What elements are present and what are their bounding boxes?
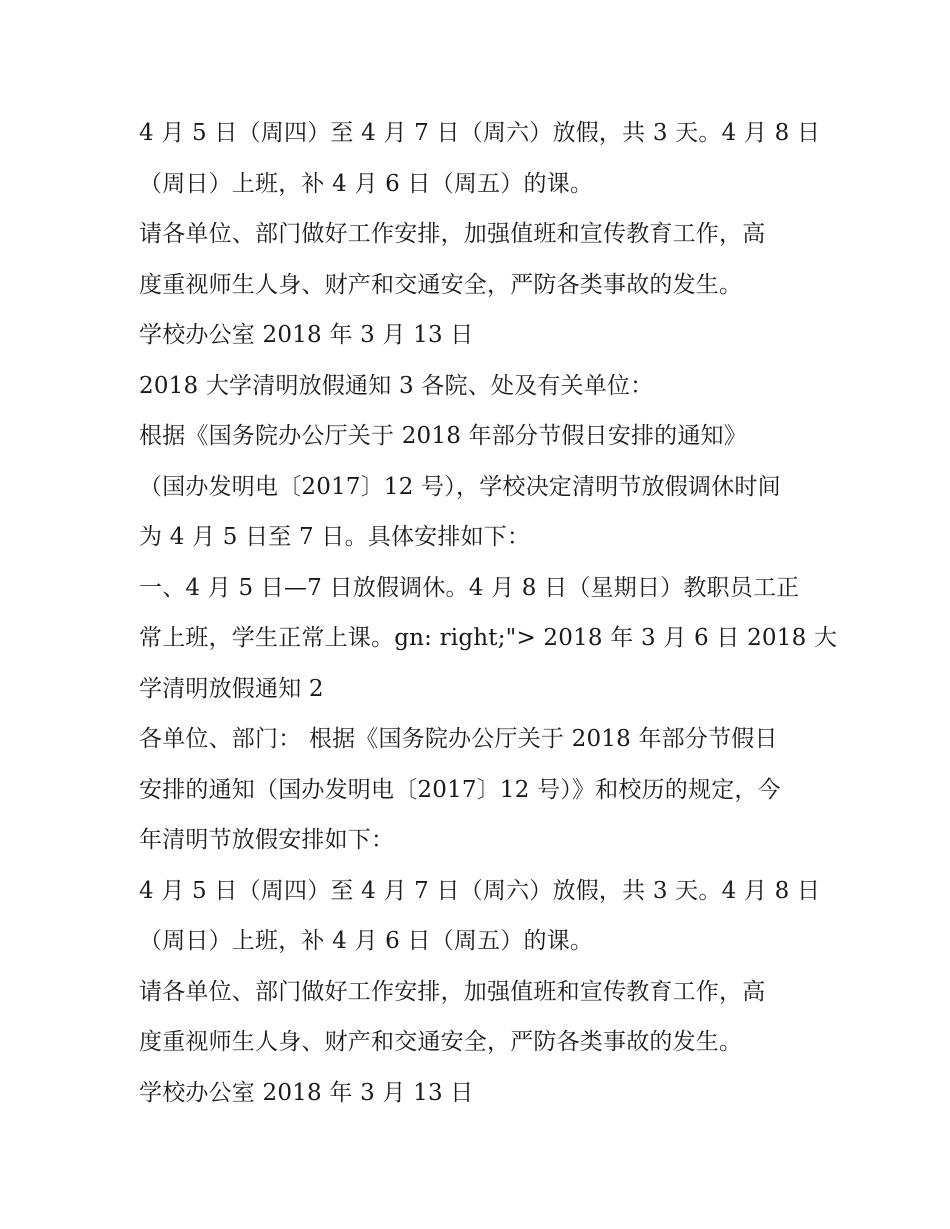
text-line: 请各单位、部门做好工作安排，加强值班和宣传教育工作，高	[139, 978, 766, 1005]
text-line: 请各单位、部门做好工作安排，加强值班和宣传教育工作，高	[139, 221, 766, 247]
text-line: 4 月 5 日（周四）至 4 月 7 日（周六）放假，共 3 天。4 月 8 日	[139, 120, 821, 146]
text-line: 各单位、部门： 根据《国务院办公厅关于 2018 年部分节假日	[139, 726, 778, 752]
text-line: 安排的通知（国办发明电〔2017〕12 号）》和校历的规定，今	[139, 776, 781, 803]
notice-heading: 学清明放假通知 2	[139, 675, 324, 702]
text-line: 根据《国务院办公厅关于 2018 年部分节假日安排的通知》	[139, 423, 747, 449]
text-line: 度重视师生人身、财产和交通安全，严防各类事故的发生。	[139, 271, 743, 298]
document-body	[139, 108, 838, 1118]
text-line: 年清明节放假安排如下：	[139, 827, 395, 853]
signature-line: 学校办公室 2018 年 3 月 13 日	[139, 1079, 474, 1106]
text-line: 度重视师生人身、财产和交通安全，严防各类事故的发生。	[139, 1029, 743, 1055]
text-line: （国办发明电〔2017〕12 号），学校决定清明节放假调休时间	[139, 473, 781, 500]
text-line: 常上班，学生正常上课。gn: right;"> 2018 年 3 月 6 日 2018 大	[139, 625, 838, 651]
notice-heading: 2018 大学清明放假通知 3 各院、处及有关单位：	[139, 372, 654, 399]
signature-line: 学校办公室 2018 年 3 月 13 日	[139, 322, 474, 348]
text-line: 为 4 月 5 日至 7 日。具体安排如下：	[139, 524, 531, 550]
text-line: 一、4 月 5 日—7 日放假调休。4 月 8 日（星期日）教职员工正	[139, 574, 800, 601]
text-line: （周日）上班，补 4 月 6 日（周五）的课。	[139, 928, 594, 954]
text-line: 4 月 5 日（周四）至 4 月 7 日（周六）放假，共 3 天。4 月 8 日	[139, 877, 821, 904]
text-line: （周日）上班，补 4 月 6 日（周五）的课。	[139, 170, 594, 197]
